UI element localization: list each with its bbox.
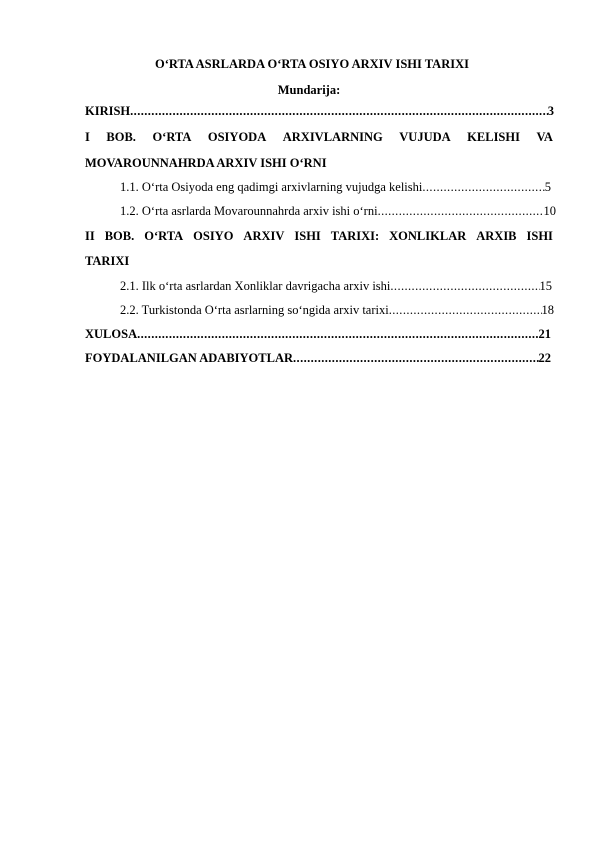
dot-leader — [293, 351, 538, 366]
heading-word: VA — [536, 130, 553, 144]
toc-entry-label: 2.2. Turkistonda O‘rta asrlarning so‘ngida arxiv tarixi — [120, 303, 389, 317]
toc-entry-label: FOYDALANILGAN ADABIYOTLAR — [85, 351, 294, 365]
toc-page-number: 18 — [541, 303, 554, 317]
toc-entry-label: XULOSA — [85, 327, 138, 341]
heading-word: OSIYO — [193, 229, 234, 243]
heading-word: O‘RTA — [144, 229, 184, 243]
toc-chapter-2-heading-cont[interactable]: TARIXI — [85, 254, 130, 268]
toc-entry-intro[interactable] — [85, 104, 554, 119]
toc-entry-label: 2.1. Ilk o‘rta asrlardan Xonliklar davrigacha arxiv ishi — [120, 279, 391, 293]
toc-entry-label: 1.1. O‘rta Osiyoda eng qadimgi arxivlarning vujudga kelishi — [120, 180, 423, 194]
heading-word: ARXIVLARNING — [282, 130, 383, 144]
dot-leader — [422, 180, 544, 195]
dot-leader — [378, 204, 544, 219]
toc-page-number: 3 — [547, 104, 554, 118]
toc-page-number: 15 — [539, 279, 552, 293]
heading-word: ARXIB — [476, 229, 517, 243]
toc-page-number: 22 — [538, 351, 551, 365]
heading-word: TARIXI: — [330, 229, 380, 243]
toc-entry-section-1-1[interactable] — [120, 180, 551, 195]
toc-entry-section-1-2[interactable] — [120, 204, 556, 219]
heading-word: O‘RTA — [152, 130, 192, 144]
toc-chapter-2-heading[interactable] — [85, 229, 553, 244]
dot-leader — [137, 327, 538, 342]
toc-page-number: 21 — [538, 327, 551, 341]
toc-entry-conclusion[interactable] — [85, 327, 551, 342]
heading-word: I — [85, 130, 90, 144]
contents-heading: Mundarija: — [277, 83, 341, 97]
toc-entry-references[interactable] — [85, 351, 551, 366]
dot-leader — [390, 279, 539, 294]
heading-word: XONLIKLAR — [389, 229, 467, 243]
toc-entry-section-2-2[interactable] — [120, 303, 554, 318]
heading-word: ISHI — [526, 229, 553, 243]
toc-entry-label: KIRISH — [85, 104, 131, 118]
toc-chapter-1-heading-cont[interactable]: MOVAROUNNAHRDA ARXIV ISHI O‘RNI — [85, 156, 327, 170]
heading-word: ARXIV — [243, 229, 285, 243]
heading-word: II — [85, 229, 95, 243]
heading-word: KELISHI — [467, 130, 520, 144]
toc-page-number: 10 — [543, 204, 556, 218]
toc-page-number: 5 — [544, 180, 551, 194]
heading-word: BOB. — [104, 229, 135, 243]
dot-leader — [389, 303, 542, 318]
toc-entry-section-2-1[interactable] — [120, 279, 552, 294]
heading-word: OSIYODA — [207, 130, 267, 144]
heading-word: ISHI — [294, 229, 321, 243]
heading-word: BOB. — [106, 130, 136, 144]
toc-entry-label: 1.2. O‘rta asrlarda Movarounnahrda arxiv ishi o‘rni — [120, 204, 378, 218]
document-title: O‘RTA ASRLARDA O‘RTA OSIYO ARXIV ISHI TARIXI — [154, 57, 469, 71]
toc-chapter-1-heading[interactable] — [85, 130, 553, 145]
heading-word: VUJUDA — [399, 130, 451, 144]
dot-leader — [130, 104, 548, 119]
